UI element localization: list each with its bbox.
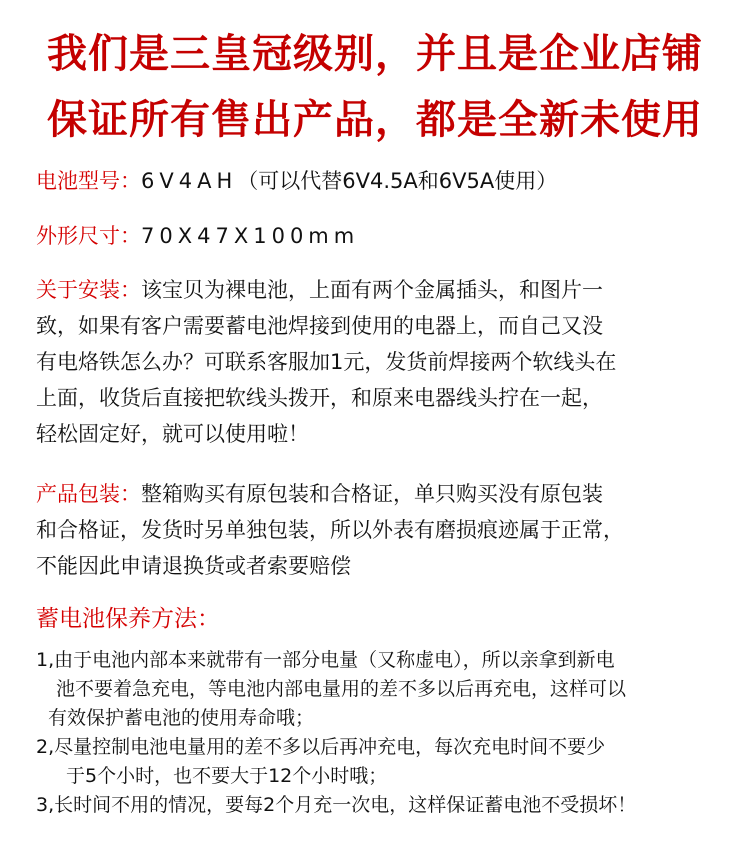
packaging-label: 产品包装： bbox=[36, 482, 141, 506]
care-title: 蓄电池保养方法： bbox=[36, 606, 220, 632]
care-instructions bbox=[36, 646, 736, 820]
care-line: 有效保护蓄电池的使用寿命哦； bbox=[48, 707, 315, 729]
care-line: 2,尽量控制电池电量用的差不多以后再冲充电，每次充电时间不要少 bbox=[36, 736, 606, 758]
care-line: 于5个小时，也不要大于12个小时哦； bbox=[66, 765, 388, 787]
packaging-line: 和合格证，发货时另单独包装，所以外表有磨损痕迹属于正常， bbox=[36, 518, 624, 542]
installation-section bbox=[36, 272, 726, 452]
dimensions-value: 70X47X100mm bbox=[141, 224, 360, 248]
care-line: 1,由于电池内部本来就带有一部分电量（又称虚电），所以亲拿到新电 bbox=[36, 649, 615, 671]
battery-model-label: 电池型号： bbox=[36, 169, 141, 193]
installation-line: 轻松固定好，就可以使用啦！ bbox=[36, 422, 309, 446]
installation-line: 致，如果有客户需要蓄电池焊接到使用的电器上，而自己又没 bbox=[36, 314, 603, 338]
headline-line-1: 我们是三皇冠级别，并且是企业店铺 bbox=[47, 31, 703, 77]
care-line: 池不要着急充电，等电池内部电量用的差不多以后再充电，这样可以 bbox=[56, 678, 627, 700]
dimensions-row bbox=[36, 220, 359, 250]
care-line: 3,长时间不用的情况，要每2个月充一次电，这样保证蓄电池不受损坏！ bbox=[36, 794, 637, 816]
installation-text: 该宝贝为裸电池，上面有两个金属插头，和图片一 bbox=[141, 278, 603, 302]
packaging-line: 不能因此申请退换货或者索要赔偿 bbox=[36, 554, 351, 578]
packaging-text: 整箱购买有原包装和合格证，单只购买没有原包装 bbox=[141, 482, 603, 506]
installation-label: 关于安装： bbox=[36, 278, 141, 302]
battery-model-row bbox=[36, 165, 557, 195]
headline-line-2: 保证所有售出产品，都是全新未使用 bbox=[47, 97, 703, 143]
battery-model-value: 6V4AH bbox=[141, 169, 238, 193]
installation-line: 上面，收货后直接把软线头拨开，和原来电器线头拧在一起， bbox=[36, 386, 603, 410]
installation-line: 有电烙铁怎么办？可联系客服加1元，发货前焊接两个软线头在 bbox=[36, 350, 617, 374]
packaging-section bbox=[36, 476, 726, 584]
packaging-line bbox=[36, 476, 726, 512]
dimensions-label: 外形尺寸： bbox=[36, 224, 141, 248]
installation-line bbox=[36, 272, 726, 308]
battery-model-note: （可以代替6V4.5A和6V5A使用） bbox=[237, 169, 558, 193]
